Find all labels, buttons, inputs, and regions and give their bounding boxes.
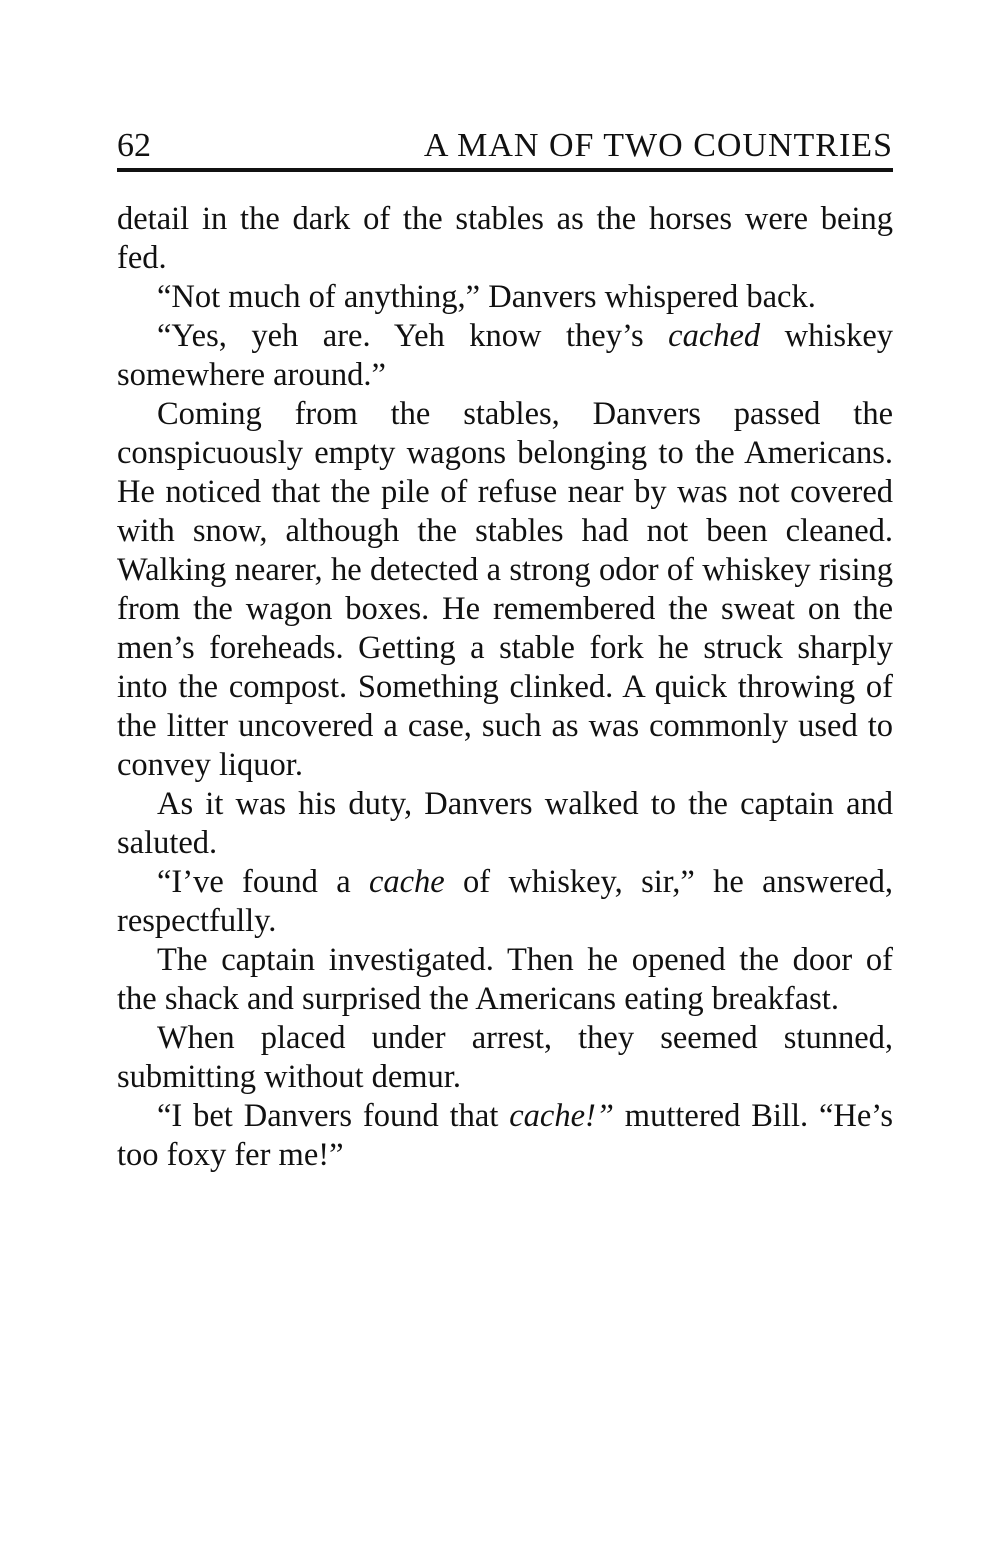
paragraph-text: whiskey somewhere around.” <box>117 318 893 393</box>
paragraph-text: detail in the dark of the stables as the horses were being fed. <box>117 201 893 276</box>
paragraph-text: The captain investigated. Then he opened the door of the shack and surprised the Americans eating breakfast. <box>117 942 893 1017</box>
paragraph-text: As it was his duty, Danvers walked to the captain and saluted. <box>117 786 893 861</box>
paragraph <box>117 941 893 1019</box>
emphasized-word: cache!” <box>509 1098 614 1134</box>
emphasized-word: cached <box>668 318 761 354</box>
paragraph-text: “Yes, yeh are. Yeh know they’s <box>157 318 669 354</box>
emphasized-word: cache <box>368 864 445 900</box>
paragraph-text: “Not much of anything,” Danvers whispered back. <box>157 279 816 315</box>
paragraph-text: When placed under arrest, they seemed stunned, submitting without demur. <box>117 1020 893 1095</box>
paragraph <box>117 1019 893 1097</box>
running-title: A MAN OF TWO COUNTRIES <box>423 127 893 164</box>
page-number: 62 <box>117 127 151 164</box>
header-rule <box>117 168 893 172</box>
paragraph-text: “I bet Danvers found that <box>157 1098 510 1134</box>
body-text <box>117 200 893 1175</box>
paragraph-text: Coming from the stables, Danvers passed the conspicuously empty wagons belonging to the Americans. He noticed that the pile of refuse near by was not covered with snow, although the stables had not been cleaned. Walking nearer, he detected a strong odor of whiskey rising from the wagon boxes. He remembered the sweat on the men’s foreheads. Getting a stable fork he struck sharply into the compost. Something clinked. A quick throwing of the litter uncovered a case, such as was commonly used to convey liquor. <box>117 396 893 783</box>
paragraph-text: of whiskey, sir,” he answered, respectfully. <box>117 864 893 939</box>
paragraph-text: muttered Bill. “He’s too foxy fer me!” <box>117 1098 893 1173</box>
paragraph <box>117 395 893 785</box>
paragraph <box>117 278 893 317</box>
paragraph <box>117 863 893 941</box>
paragraph <box>117 1097 893 1175</box>
paragraph <box>117 200 893 278</box>
page-header <box>117 124 893 168</box>
paragraph <box>117 785 893 863</box>
paragraph-text: “I’ve found a <box>157 864 369 900</box>
paragraph <box>117 317 893 395</box>
